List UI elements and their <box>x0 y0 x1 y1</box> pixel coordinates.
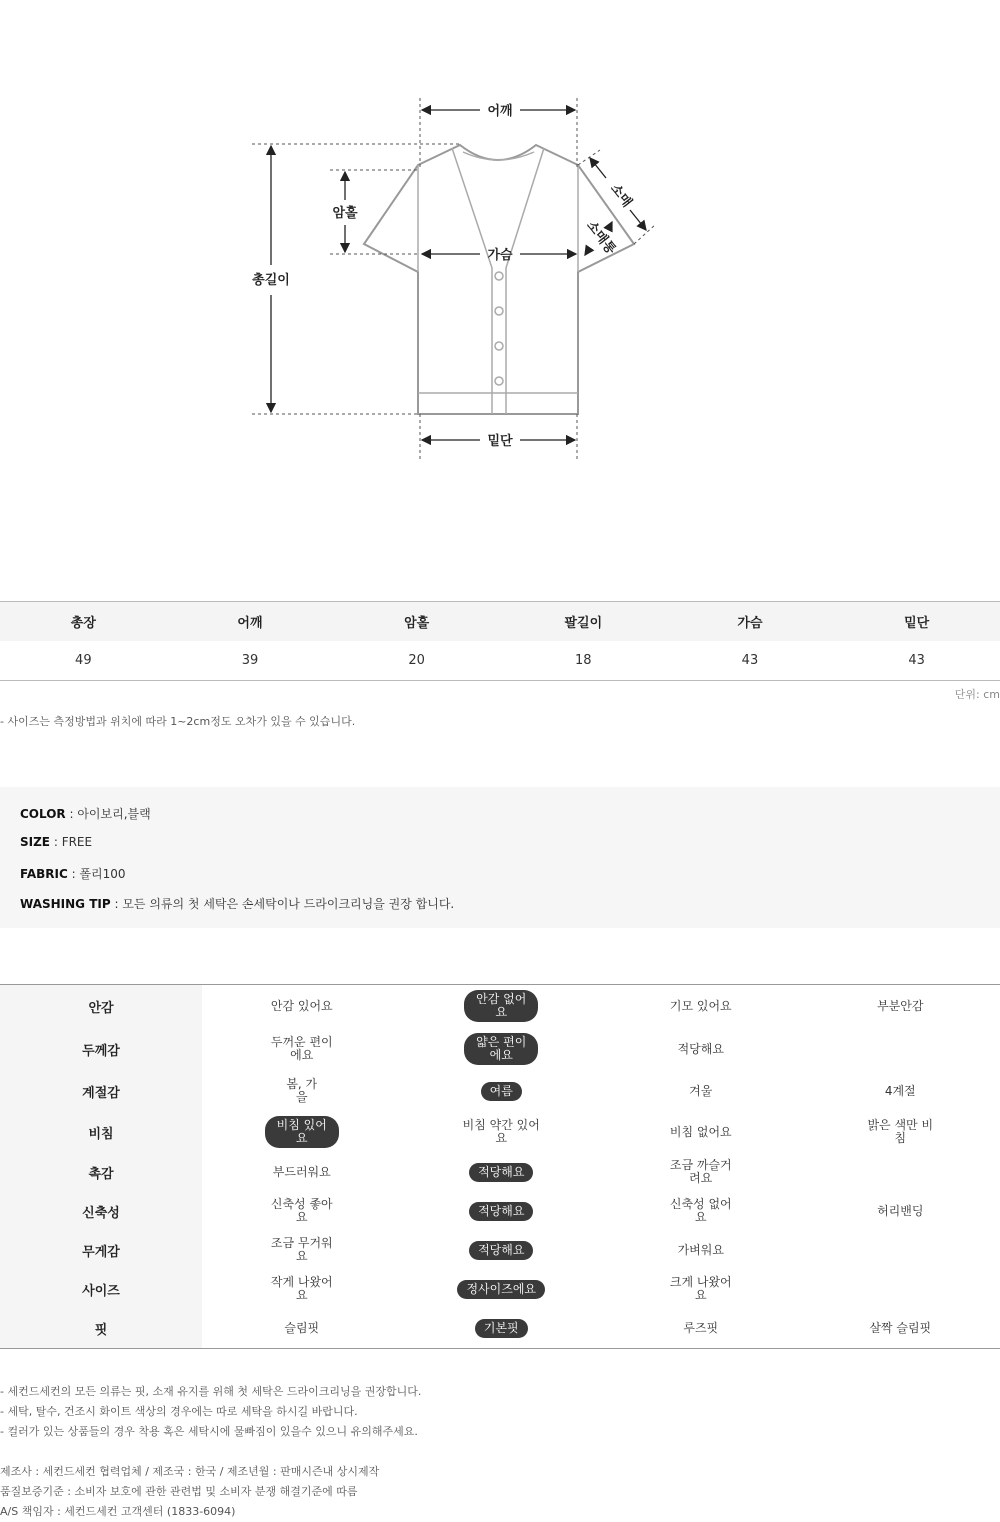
feature-option-selected: 여름 <box>481 1082 522 1101</box>
shoulder-label: 어깨 <box>487 104 513 119</box>
washing-row <box>20 895 454 912</box>
feature-option: 가벼워요 <box>677 1242 724 1257</box>
size-header: 팔길이 <box>500 602 667 642</box>
feature-row <box>0 1112 1000 1153</box>
feature-row <box>0 1028 1000 1071</box>
feature-option-selected: 기본핏 <box>475 1319 528 1338</box>
feature-name: 두께감 <box>0 1028 202 1071</box>
feature-name: 촉감 <box>0 1153 202 1192</box>
feature-option: 밝은 색만 비침 <box>867 1118 934 1145</box>
feature-option-selected: 적당해요 <box>469 1163 533 1182</box>
feature-option: 비침 약간 있어요 <box>462 1118 540 1145</box>
as-contact: A/S 책임자 : 세컨드세컨 고객센터 (1833-6094) <box>0 1505 236 1518</box>
fabric-label: FABRIC <box>20 867 68 881</box>
washing-label: WASHING TIP <box>20 897 111 911</box>
sleeve-label: 소매 <box>607 181 635 211</box>
armhole-label: 암홀 <box>332 206 358 221</box>
feature-name: 비침 <box>0 1112 202 1153</box>
feature-option: 두꺼운 편이에요 <box>270 1035 333 1062</box>
feature-name: 안감 <box>0 985 202 1028</box>
feature-option-selected: 안감 없어요 <box>464 990 538 1022</box>
size-value: 43 <box>833 641 1000 681</box>
color-value: : 아이보리,블랙 <box>65 807 151 821</box>
unit-label: 단위: cm <box>954 688 1000 701</box>
size-value: 39 <box>167 641 334 681</box>
feature-option: 비침 없어요 <box>669 1124 732 1139</box>
sleeve-width-label: 소매통 <box>583 218 619 258</box>
care-note: - 세컨드세컨의 모든 의류는 핏, 소재 유지를 위해 첫 세탁은 드라이크리닝을 권장합니다. <box>0 1385 422 1398</box>
size-value: 18 <box>500 641 667 681</box>
size-header: 암홀 <box>333 602 500 642</box>
feature-option: 조금 무거워요 <box>270 1236 333 1263</box>
feature-option: 4계절 <box>884 1083 916 1098</box>
fabric-value: : 폴리100 <box>67 867 126 881</box>
hem-label: 밑단 <box>487 434 513 449</box>
total-length-label: 총길이 <box>252 273 290 288</box>
size-header: 총장 <box>0 602 167 642</box>
care-note: - 컬러가 있는 상품들의 경우 착용 혹은 세탁시에 물빠짐이 있을수 있으니 유의해주세요. <box>0 1425 418 1438</box>
size-header: 밑단 <box>833 602 1000 642</box>
feature-option: 부드러워요 <box>272 1164 331 1179</box>
feature-row <box>0 1309 1000 1349</box>
size-table <box>0 601 1000 681</box>
feature-option: 루즈핏 <box>683 1320 719 1335</box>
size-header: 어깨 <box>167 602 334 642</box>
feature-option-selected: 얇은 편이에요 <box>464 1033 538 1065</box>
feature-option: 겨울 <box>689 1083 713 1098</box>
feature-option-selected: 적당해요 <box>469 1202 533 1221</box>
quality-standard: 품질보증기준 : 소비자 보호에 관한 관련법 및 소비자 분쟁 해결기준에 따름 <box>0 1485 358 1498</box>
size-table-value-row <box>0 641 1000 681</box>
feature-table <box>0 984 1000 1349</box>
washing-value: : 모든 의류의 첫 세탁은 손세탁이나 드라이크리닝을 권장 합니다. <box>110 897 455 911</box>
size-row <box>20 835 92 849</box>
fabric-row <box>20 865 126 882</box>
feature-option: 적당해요 <box>677 1041 724 1056</box>
feature-option: 슬림핏 <box>284 1320 320 1335</box>
feature-row <box>0 1231 1000 1270</box>
care-note: - 세탁, 탈수, 건조시 화이트 색상의 경우에는 따로 세탁을 하시길 바랍니다. <box>0 1405 358 1418</box>
feature-name: 신축성 <box>0 1192 202 1231</box>
feature-option: 크게 나왔어요 <box>669 1275 732 1302</box>
feature-row <box>0 1153 1000 1192</box>
feature-option: 신축성 좋아요 <box>270 1197 333 1224</box>
feature-name: 무게감 <box>0 1231 202 1270</box>
feature-option: 작게 나왔어요 <box>270 1275 333 1302</box>
feature-row <box>0 1071 1000 1112</box>
feature-row <box>0 1270 1000 1309</box>
feature-name: 사이즈 <box>0 1270 202 1309</box>
size-value: 20 <box>333 641 500 681</box>
feature-option: 신축성 없어요 <box>669 1197 732 1224</box>
feature-row <box>0 1192 1000 1231</box>
cardigan-diagram <box>0 0 1000 560</box>
size-header: 가슴 <box>667 602 834 642</box>
size-value-text: : FREE <box>50 835 93 849</box>
feature-name: 핏 <box>0 1309 202 1349</box>
feature-option-selected: 정사이즈에요 <box>457 1280 545 1299</box>
size-label: SIZE <box>20 835 51 849</box>
color-row <box>20 805 151 822</box>
size-diagram <box>0 0 1000 560</box>
feature-option-selected: 비침 있어요 <box>265 1116 339 1148</box>
feature-name: 계절감 <box>0 1071 202 1112</box>
color-label: COLOR <box>20 807 66 821</box>
size-value: 49 <box>0 641 167 681</box>
manufacturer-info: 제조사 : 세컨드세컨 협력업체 / 제조국 : 한국 / 제조년월 : 판매시즌내 상시제작 <box>0 1465 380 1478</box>
feature-option: 부분안감 <box>877 998 924 1013</box>
size-table-header-row <box>0 602 1000 642</box>
feature-option: 봄, 가을 <box>286 1077 318 1104</box>
feature-option: 기모 있어요 <box>669 998 732 1013</box>
product-info-box <box>0 787 1000 928</box>
feature-option: 허리밴딩 <box>877 1203 924 1218</box>
size-note: - 사이즈는 측정방법과 위치에 따라 1~2cm정도 오차가 있을 수 있습니다. <box>0 715 356 728</box>
feature-option: 조금 까슬거려요 <box>669 1158 732 1185</box>
feature-row <box>0 985 1000 1028</box>
feature-option: 안감 있어요 <box>270 998 333 1013</box>
feature-option-selected: 적당해요 <box>469 1241 533 1260</box>
feature-option: 살짝 슬림핏 <box>869 1320 932 1335</box>
chest-label: 가슴 <box>487 248 513 263</box>
size-value: 43 <box>667 641 834 681</box>
